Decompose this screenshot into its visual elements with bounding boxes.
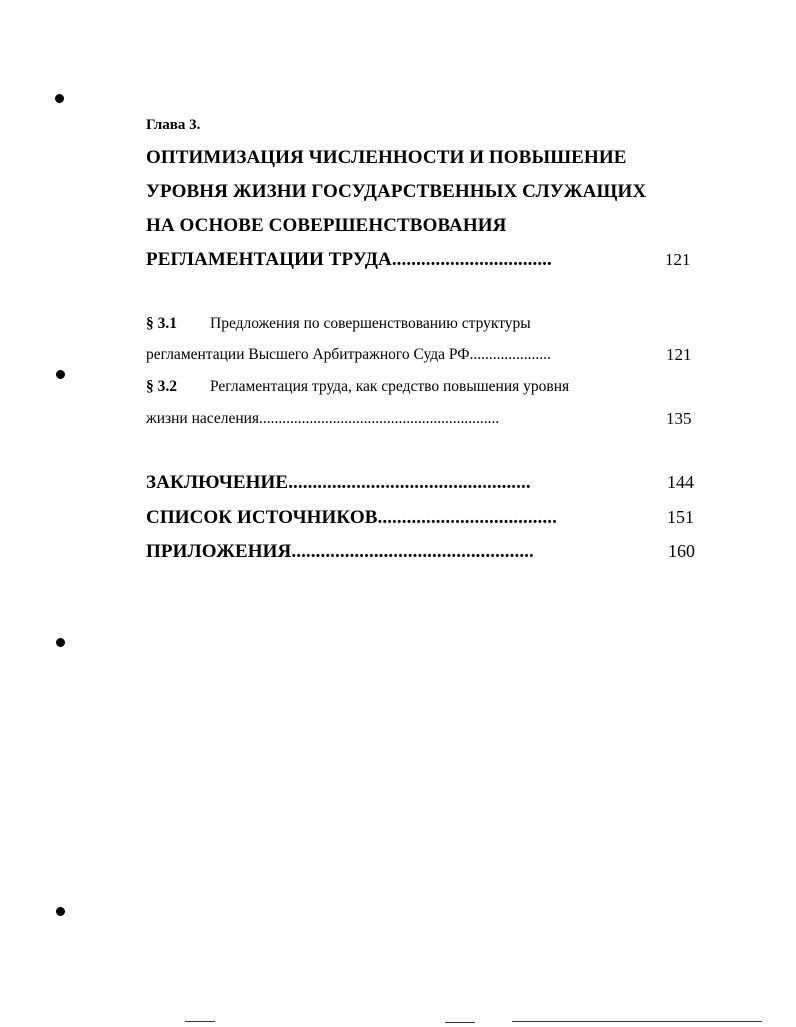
- binder-hole: [56, 370, 65, 379]
- section-entry: [146, 315, 531, 333]
- chapter-title-line: РЕГЛАМЕНТАЦИИ ТРУДА.................................: [146, 249, 552, 270]
- binder-hole: [55, 94, 64, 103]
- chapter-title-line: НА ОСНОВЕ СОВЕРШЕНСТВОВАНИЯ: [146, 215, 507, 236]
- binder-hole: [56, 638, 65, 647]
- toc-entry-page-number: 160: [668, 541, 695, 561]
- section-title: Предложения по совершенствованию структуры: [210, 315, 531, 332]
- section-title-continued: регламентации Высшего Арбитражного Суда РФ.....................: [146, 346, 551, 363]
- toc-entry-page-number: 144: [667, 472, 694, 492]
- section-page-number: 135: [666, 409, 692, 428]
- toc-entry-appendices: ПРИЛОЖЕНИЯ..................................................: [146, 541, 534, 562]
- scan-artifact-line: [512, 1021, 762, 1022]
- toc-entry-sources: СПИСОК ИСТОЧНИКОВ.....................................: [146, 507, 557, 528]
- chapter-label: Глава 3.: [146, 117, 201, 133]
- section-title: Регламентация труда, как средство повышения уровня: [210, 378, 570, 395]
- section-entry: [146, 378, 569, 396]
- chapter-title-line: УРОВНЯ ЖИЗНИ ГОСУДАРСТВЕННЫХ СЛУЖАЩИХ: [146, 181, 647, 202]
- section-page-number: 121: [666, 345, 692, 364]
- binder-hole: [56, 907, 65, 916]
- toc-entry-page-number: 151: [667, 507, 694, 527]
- scan-artifact-line: [445, 1022, 475, 1023]
- chapter-page-number: 121: [665, 250, 691, 269]
- section-number: § 3.1: [146, 315, 177, 332]
- scan-artifact-line: [185, 1021, 215, 1022]
- chapter-title-line: ОПТИМИЗАЦИЯ ЧИСЛЕННОСТИ И ПОВЫШЕНИЕ: [146, 147, 627, 168]
- section-title-continued: жизни населения..............................................................: [146, 410, 500, 427]
- section-number: § 3.2: [146, 378, 177, 395]
- toc-entry-conclusion: ЗАКЛЮЧЕНИЕ..................................................: [146, 472, 531, 493]
